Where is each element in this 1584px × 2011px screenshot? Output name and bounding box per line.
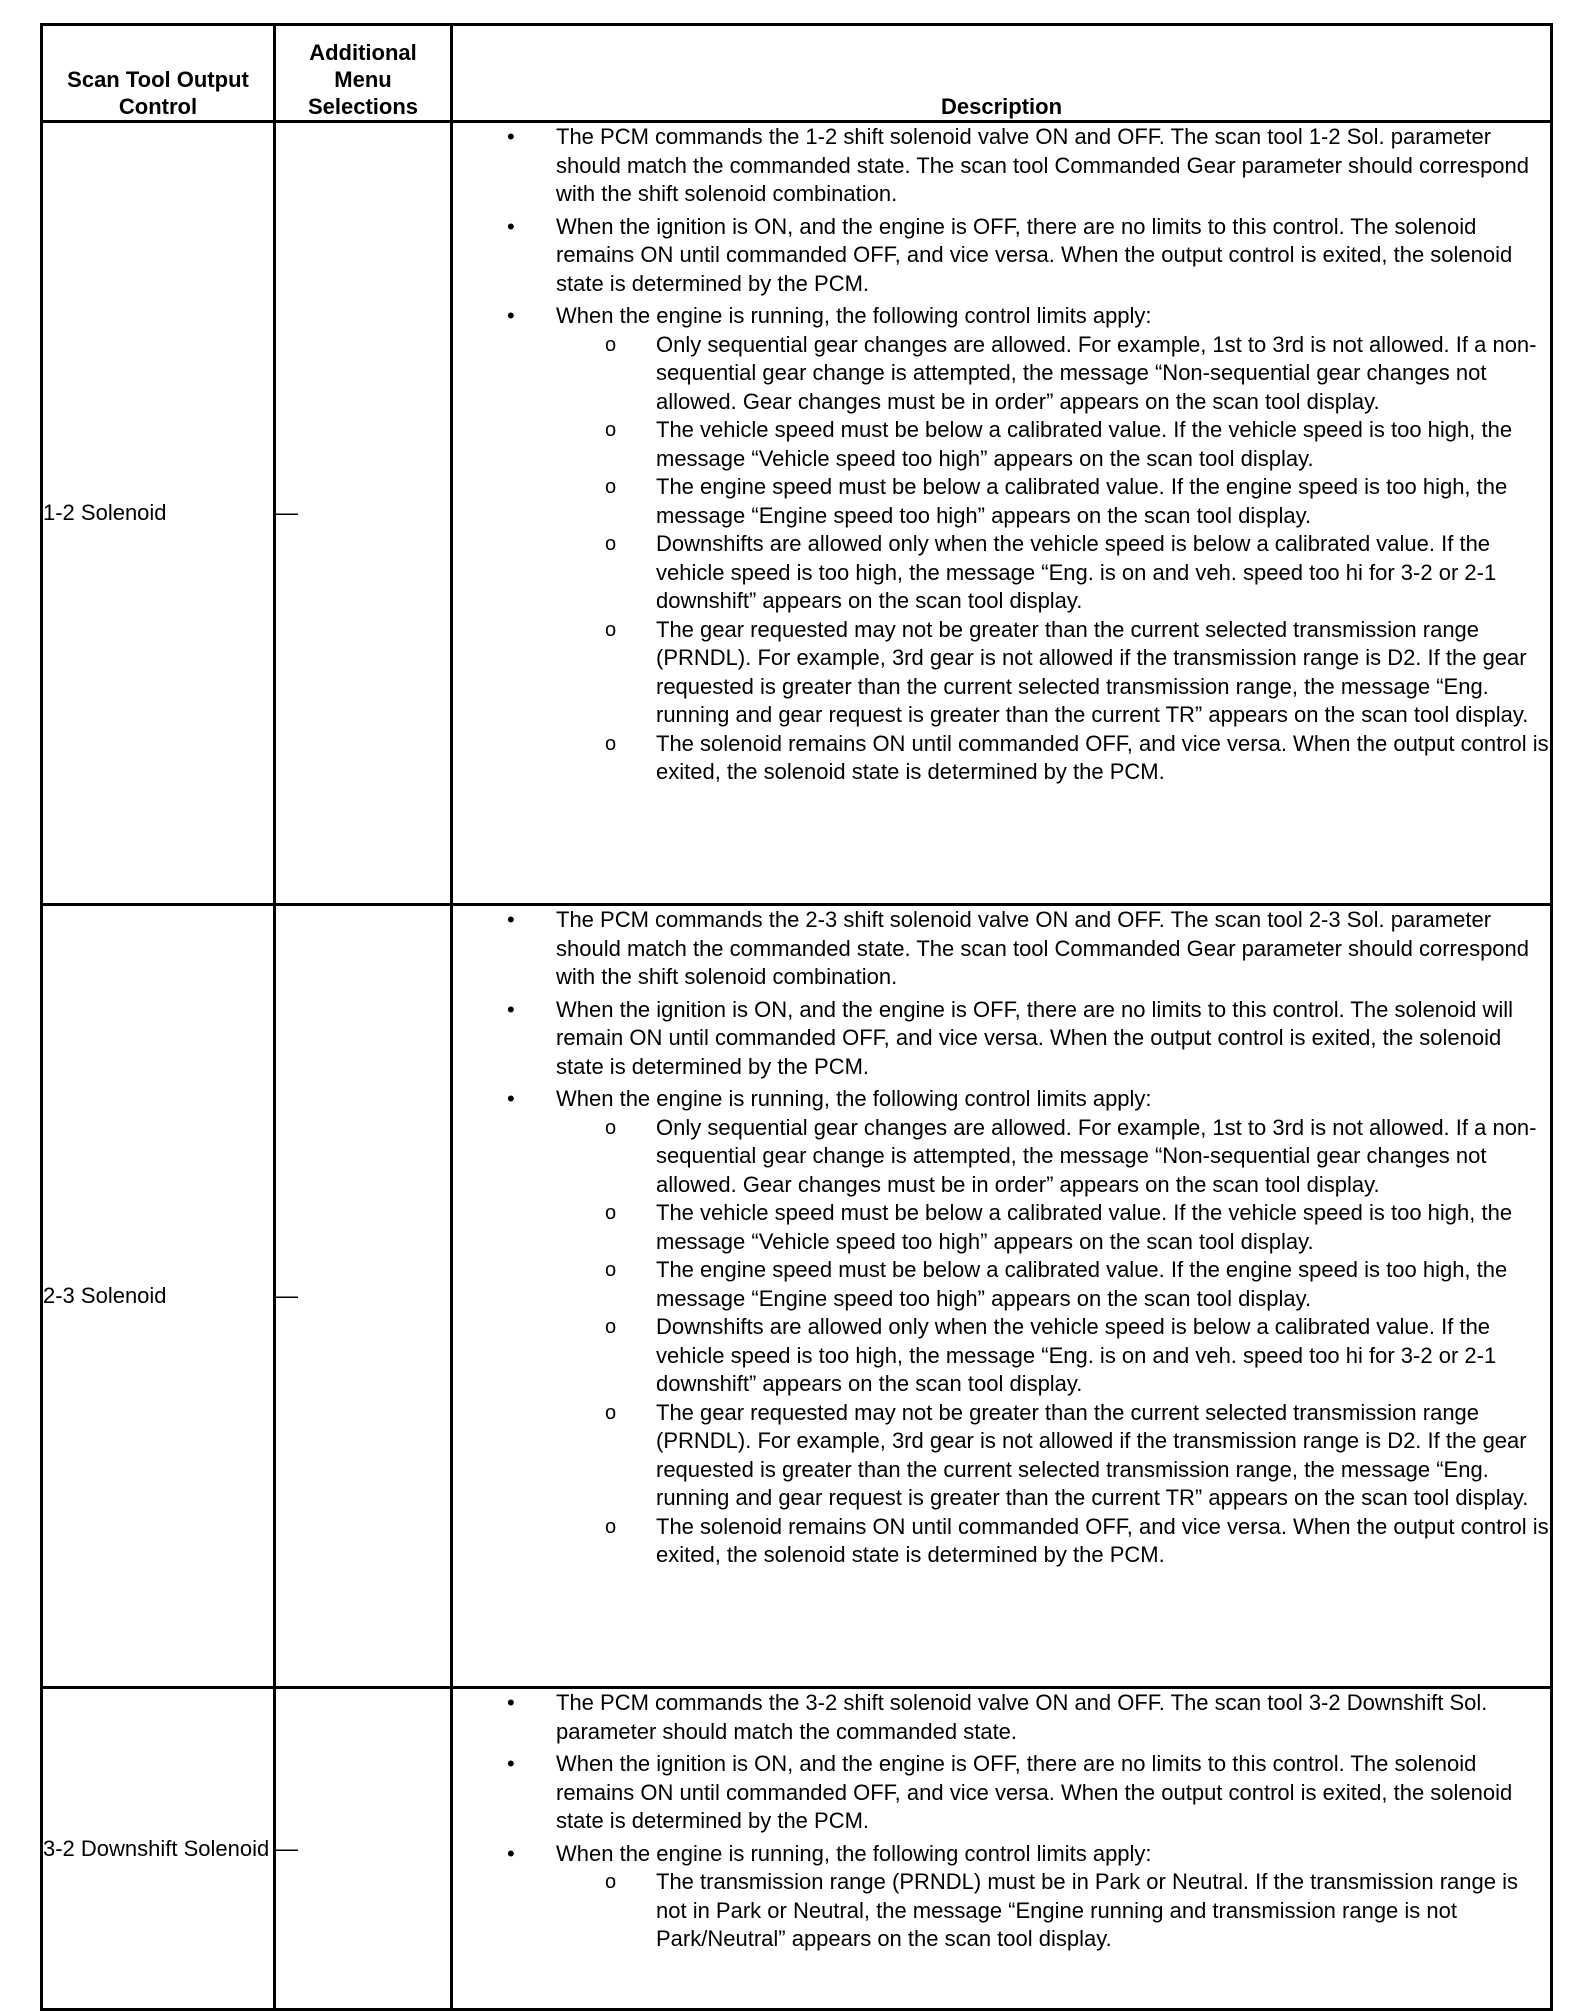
bullet-item xyxy=(453,1085,1550,1570)
header-line: Control xyxy=(118,94,198,119)
table-row-2-3-solenoid xyxy=(42,905,1552,1688)
description-bullets xyxy=(453,906,1550,1570)
sub-bullet-item: o The vehicle speed must be below a calibrated value. If the vehicle speed is too high, the message “Vehicle speed too high” appears on the scan tool display. xyxy=(453,1199,1550,1256)
control-limits-list xyxy=(556,1868,1550,1954)
sub-bullet-item: o The solenoid remains ON until commanded OFF, and vice versa. When the output control is exited, the solenoid state is determined by the PCM. xyxy=(453,1513,1550,1570)
sub-bullet-item: o The engine speed must be below a calibrated value. If the engine speed is too high, the message “Engine speed too high” appears on the scan tool display. xyxy=(453,1256,1550,1313)
output-control-name: 1-2 Solenoid xyxy=(42,122,275,905)
sub-bullet-item: o The solenoid remains ON until commanded OFF, and vice versa. When the output control is exited, the solenoid state is determined by the PCM. xyxy=(453,730,1550,787)
description-bullets xyxy=(453,1689,1550,1954)
bullet-item: • The PCM commands the 2-3 shift solenoid valve ON and OFF. The scan tool 2-3 Sol. parameter should match the commanded state. The scan tool Commanded Gear parameter should correspond with the shift solenoid combination. xyxy=(453,906,1550,992)
output-control-name: 2-3 Solenoid xyxy=(42,905,275,1688)
output-control-name: 3-2 Downshift Solenoid xyxy=(42,1688,275,2010)
sub-bullet-item: o Only sequential gear changes are allowed. For example, 1st to 3rd is not allowed. If a non-sequential gear change is attempted, the message “Non-sequential gear changes not allowed. Gear changes must be in order” appears on the scan tool display. xyxy=(453,1114,1550,1200)
sub-bullet-item: o The gear requested may not be greater than the current selected transmission range (PRNDL). For example, 3rd gear is not allowed if the transmission range is D2. If the gear requested is greater than the current selected transmission range, the message “Eng. running and gear request is greater than the current TR” appears on the scan tool display. xyxy=(453,1399,1550,1513)
bullet-item xyxy=(453,302,1550,787)
bullet-item-text: When the engine is running, the following control limits apply: xyxy=(556,303,1152,328)
description-cell xyxy=(452,1688,1552,2010)
bullet-item: • When the ignition is ON, and the engine is OFF, there are no limits to this control. The solenoid remains ON until commanded OFF, and vice versa. When the output control is exited, the solenoid state is determined by the PCM. xyxy=(453,1750,1550,1836)
bullet-item xyxy=(453,1840,1550,1954)
header-line: Description xyxy=(940,94,1063,119)
sub-bullet-item: o The engine speed must be below a calibrated value. If the engine speed is too high, the message “Engine speed too high” appears on the scan tool display. xyxy=(453,473,1550,530)
bullet-item-text: When the engine is running, the following control limits apply: xyxy=(556,1086,1152,1111)
description-cell xyxy=(452,122,1552,905)
bullet-item-text: When the engine is running, the following control limits apply: xyxy=(556,1840,1152,1866)
header-description xyxy=(452,25,1552,122)
table-row-1-2-solenoid xyxy=(42,122,1552,905)
header-line: Additional xyxy=(309,40,417,65)
description-bullets xyxy=(453,123,1550,787)
header-scan-tool-output-control xyxy=(42,25,275,122)
header-line: Menu xyxy=(334,67,392,92)
header-additional-menu-selections xyxy=(275,25,452,122)
output-control-table xyxy=(40,23,1553,2011)
bullet-item: • When the ignition is ON, and the engine is OFF, there are no limits to this control. The solenoid remains ON until commanded OFF, and vice versa. When the output control is exited, the solenoid state is determined by the PCM. xyxy=(453,213,1550,299)
sub-bullet-item: o Downshifts are allowed only when the vehicle speed is below a calibrated value. If the vehicle speed is too high, the message “Eng. is on and veh. speed too hi for 3-2 or 2-1 downshift” appears on the scan tool display. xyxy=(453,1313,1550,1399)
sub-bullet-item: o The transmission range (PRNDL) must be in Park or Neutral. If the transmission range is not in Park or Neutral, the message “Engine running and transmission range is not Park/Neutral” appears on the scan tool display. xyxy=(453,1868,1550,1954)
description-cell xyxy=(452,905,1552,1688)
control-limits-list xyxy=(556,1114,1550,1570)
menu-selection: — xyxy=(275,1688,452,2010)
header-line: Scan Tool Output xyxy=(67,67,249,92)
sub-bullet-item: o The vehicle speed must be below a calibrated value. If the vehicle speed is too high, the message “Vehicle speed too high” appears on the scan tool display. xyxy=(453,416,1550,473)
header-row xyxy=(42,25,1552,122)
menu-selection: — xyxy=(275,122,452,905)
menu-selection: — xyxy=(275,905,452,1688)
header-line: Selections xyxy=(307,94,419,119)
control-limits-list xyxy=(556,331,1550,787)
table-row-3-2-downshift-solenoid xyxy=(42,1688,1552,2010)
sub-bullet-item: o Downshifts are allowed only when the vehicle speed is below a calibrated value. If the vehicle speed is too high, the message “Eng. is on and veh. speed too hi for 3-2 or 2-1 downshift” appears on the scan tool display. xyxy=(453,530,1550,616)
sub-bullet-item: o Only sequential gear changes are allowed. For example, 1st to 3rd is not allowed. If a non-sequential gear change is attempted, the message “Non-sequential gear changes not allowed. Gear changes must be in order” appears on the scan tool display. xyxy=(453,331,1550,417)
bullet-item: • The PCM commands the 1-2 shift solenoid valve ON and OFF. The scan tool 1-2 Sol. parameter should match the commanded state. The scan tool Commanded Gear parameter should correspond with the shift solenoid combination. xyxy=(453,123,1550,209)
sub-bullet-item: o The gear requested may not be greater than the current selected transmission range (PRNDL). For example, 3rd gear is not allowed if the transmission range is D2. If the gear requested is greater than the current selected transmission range, the message “Eng. running and gear request is greater than the current TR” appears on the scan tool display. xyxy=(453,616,1550,730)
bullet-item: • When the ignition is ON, and the engine is OFF, there are no limits to this control. The solenoid will remain ON until commanded OFF, and vice versa. When the output control is exited, the solenoid state is determined by the PCM. xyxy=(453,996,1550,1082)
bullet-item: • The PCM commands the 3-2 shift solenoid valve ON and OFF. The scan tool 3-2 Downshift Sol. parameter should match the commanded state. xyxy=(453,1689,1550,1746)
